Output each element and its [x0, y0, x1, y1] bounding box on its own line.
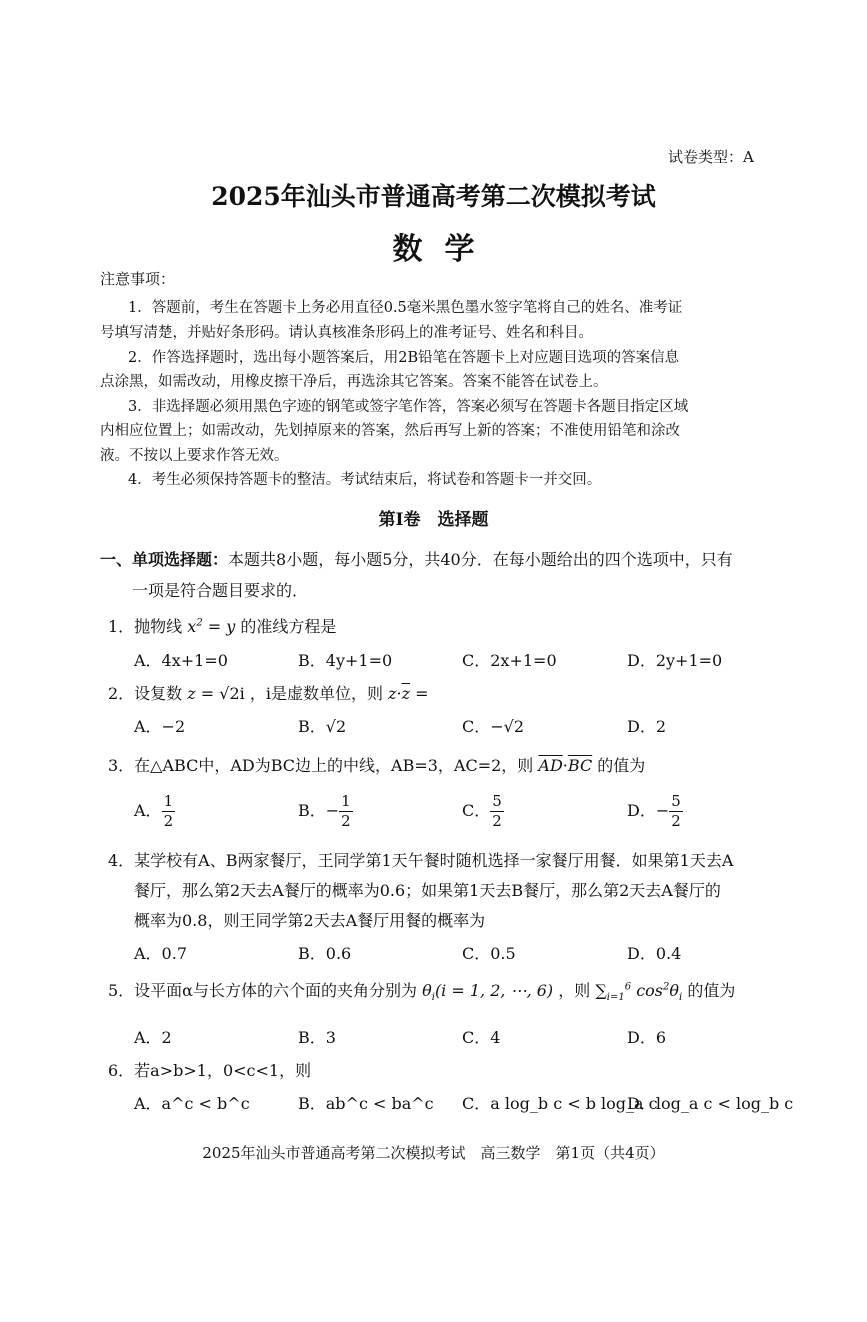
- q3-text: 3．在△ABC中，AD为BC边上的中线，AB=3，AC=2，则: [108, 756, 534, 775]
- exam-title: 2025年汕头市普通高考第二次模拟考试: [211, 182, 656, 211]
- q2-prefix: 2．设复数: [108, 684, 183, 703]
- notice-line: 内相应位置上；如需改动，先划掉原来的答案，然后再写上新的答案；不准使用铅笔和涂改: [100, 423, 680, 439]
- q1-option-d: D．2y+1=0: [627, 651, 723, 670]
- notice-line: 1．答题前，考生在答题卡上务必用直径0.5毫米黑色墨水签字笔将自己的姓名、准考证: [128, 300, 683, 316]
- numerator: 5: [492, 792, 502, 810]
- q2-option-b: B．√2: [298, 717, 347, 736]
- q3-option-d: [627, 794, 683, 829]
- q5-option-a: A．2: [134, 1028, 172, 1047]
- q3-option-d-label: D．: [627, 801, 656, 820]
- numerator: 1: [163, 792, 174, 810]
- notice-line: 4．考生必须保持答题卡的整洁。考试结束后，将试卷和答题卡一并交回。: [128, 472, 602, 488]
- q3-option-b-label: B．: [298, 801, 326, 820]
- q3-option-d-fraction: [669, 794, 683, 829]
- q3-option-b-fraction: [339, 794, 353, 829]
- notice-heading: 注意事项：: [100, 270, 176, 288]
- denominator: 2: [671, 812, 681, 830]
- q4-line-2: 餐厅，那么第2天去A餐厅的概率为0.6；如果第1天去B餐厅，那么第2天去A餐厅的: [134, 881, 721, 900]
- q5-theta: $\theta_i(i = 1$, 2, ⋯, 6): [422, 981, 554, 1004]
- q2-formula: z: [187, 684, 196, 703]
- q5-suffix: 的值为: [687, 981, 736, 1000]
- q2-product: $z\cdot\overline{z}$ =: [388, 684, 429, 703]
- q3-option-c-fraction: [490, 794, 504, 829]
- q5-option-d: D．6: [627, 1028, 667, 1047]
- denominator: 2: [163, 812, 174, 830]
- notice-line: 3．非选择题必须用黑色字迹的钢笔或签字笔作答，答案必须写在答题卡各题目指定区域: [128, 399, 689, 415]
- paper-type: 试卷类型：A: [668, 148, 754, 166]
- q6-option-b: B．ab^c < ba^c: [298, 1094, 434, 1113]
- q5-mid: ，则: [558, 981, 591, 1000]
- q3-suffix: 的值为: [597, 756, 646, 775]
- numerator: 5: [671, 792, 681, 810]
- notice-line: 点涂黑，如需改动，用橡皮擦干净后，再选涂其它答案。答案不能答在试卷上。: [100, 374, 608, 390]
- part1-instructions: [100, 547, 733, 570]
- q4-option-b: B．0.6: [298, 944, 352, 963]
- question-3: [108, 753, 645, 776]
- question-6: 6．若a>b>1，0<c<1，则: [108, 1061, 312, 1080]
- notice-line: 号填写清楚，并贴好条形码。请认真核准条形码上的准考证号、姓名和科目。: [100, 325, 593, 341]
- q3-vector-product: $\overline{AD}\cdot\overline{BC}$: [538, 756, 593, 775]
- q3-option-a-fraction: [162, 794, 176, 829]
- q1-option-b: B．4y+1=0: [298, 651, 393, 670]
- page-footer: 2025年汕头市普通高考第二次模拟考试 高三数学 第1页（共4页）: [202, 1144, 665, 1162]
- q2-option-c: C．−√2: [462, 717, 525, 736]
- question-2: 2．设复数 z = √2i ，i是虚数单位，则 $z\cdot\overline{z}$ =: [108, 684, 429, 703]
- q2-option-d: D．2: [627, 717, 667, 736]
- q1-option-a: A．4x+1=0: [134, 651, 228, 670]
- q5-sum: $\sum_{i=1}^6$ $\cos^2\theta_i$: [595, 981, 683, 1004]
- q6-option-c: C．a log_b c < b log_a c: [462, 1094, 658, 1113]
- q3-option-a: [134, 794, 175, 829]
- q1-suffix: 的准线方程是: [240, 617, 337, 636]
- question-1: [108, 614, 336, 637]
- q4-line-1: 4．某学校有A、B两家餐厅，王同学第1天午餐时随机选择一家餐厅用餐．如果第1天去A: [108, 851, 734, 870]
- q3-option-c: [462, 794, 504, 829]
- q6-option-a: A．a^c < b^c: [134, 1094, 250, 1113]
- question-5: [108, 978, 735, 1003]
- q1-prefix: 1．抛物线: [108, 617, 183, 636]
- notice-line: 2．作答选择题时，选出每小题答案后，用2B铅笔在答题卡上对应题目选项的答案信息: [128, 350, 680, 366]
- denominator: 2: [341, 812, 351, 830]
- notice-line: 液。不按以上要求作答无效。: [100, 448, 289, 464]
- q4-option-d: D．0.4: [627, 944, 682, 963]
- part1-label: 一、单项选择题：: [100, 550, 229, 569]
- q5-option-b: B．3: [298, 1028, 336, 1047]
- q3-option-b: [298, 794, 353, 829]
- q1-formula: $x^2 = y$: [187, 617, 236, 636]
- q5-option-c: C．4: [462, 1028, 501, 1047]
- part1-desc: 本题共8小题，每小题5分，共40分．在每小题给出的四个选项中，只有: [228, 550, 733, 569]
- numerator: 1: [341, 792, 351, 810]
- q2-option-a: A．−2: [134, 717, 186, 736]
- q4-option-a: A．0.7: [134, 944, 188, 963]
- q4-line-3: 概率为0.8，则王同学第2天去A餐厅用餐的概率为: [134, 911, 486, 930]
- q3-option-d-sign: −: [655, 801, 670, 820]
- q5-prefix: 5．设平面α与长方体的六个面的夹角分别为: [108, 981, 417, 1000]
- q4-option-c: C．0.5: [462, 944, 516, 963]
- q3-option-c-label: C．: [462, 801, 491, 820]
- q6-option-d: D．log_a c < log_b c: [627, 1094, 794, 1113]
- section-title: 第Ⅰ卷 选择题: [378, 510, 489, 530]
- q2-mid: ，i是虚数单位，则: [249, 684, 383, 703]
- part1-desc-line2: 一项是符合题目要求的．: [132, 581, 309, 600]
- q3-option-b-sign: −: [325, 801, 340, 820]
- subject-title: 数学: [392, 232, 497, 267]
- q1-option-c: C．2x+1=0: [462, 651, 557, 670]
- denominator: 2: [492, 812, 502, 830]
- q3-option-a-label: A．: [134, 801, 162, 820]
